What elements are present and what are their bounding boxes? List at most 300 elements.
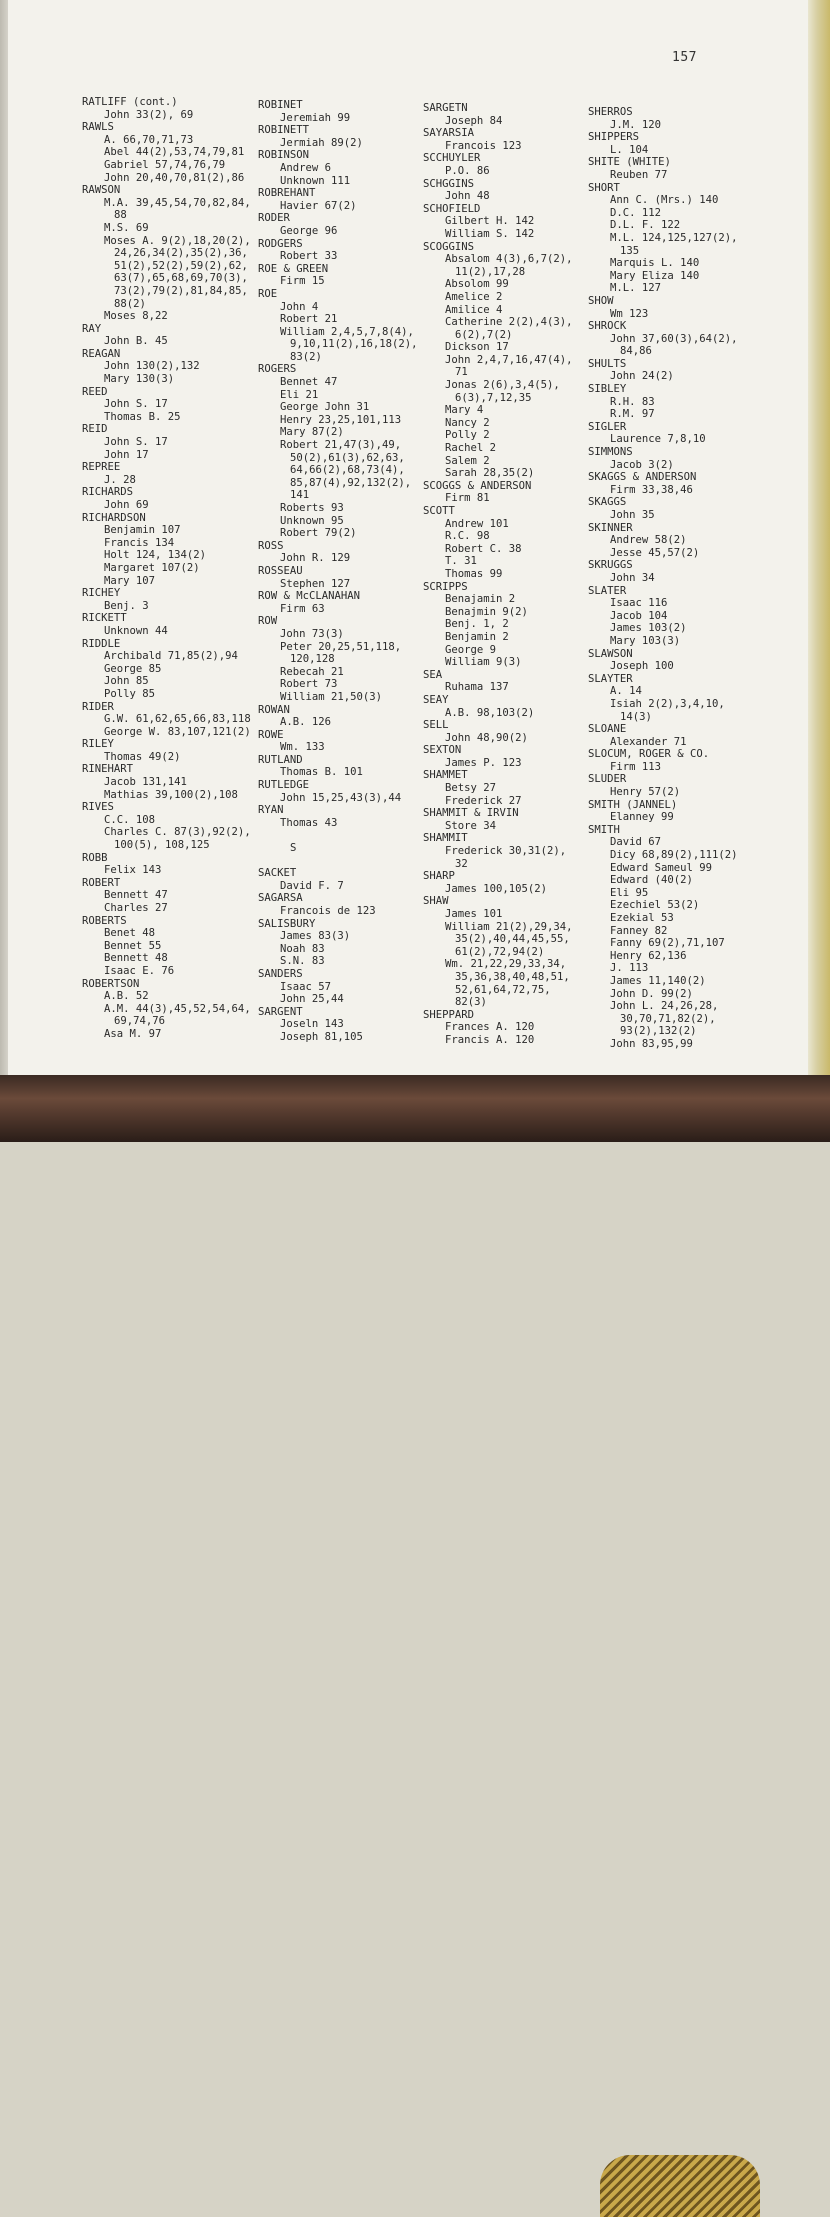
index-entry: Bennet 55: [104, 939, 162, 952]
index-entry-continued: 120,128: [290, 653, 335, 666]
index-surname: SELL: [423, 719, 449, 732]
index-entry: Reuben 77: [610, 168, 668, 181]
index-entry: John 33(2), 69: [104, 108, 194, 121]
index-surname: SCOTT: [423, 505, 455, 517]
index-surname: RAWSON: [82, 184, 121, 197]
index-entry: James 101: [445, 908, 503, 920]
index-entry-continued: 11(2),17,28: [455, 265, 526, 278]
index-entry: John 48: [445, 190, 490, 203]
index-entry: Bennett 47: [104, 889, 168, 902]
index-entry: A. 14: [610, 685, 642, 698]
index-entry: Sarah 28,35(2): [445, 467, 535, 480]
index-entry: Elanney 99: [610, 811, 674, 824]
index-surname: SACKET: [258, 867, 297, 880]
index-surname: SEA: [423, 668, 443, 681]
index-entry: Frederick 27: [445, 794, 522, 807]
index-entry: Thomas B. 101: [280, 766, 363, 779]
index-entry: M.L. 127: [610, 282, 662, 295]
index-entry: David F. 7: [280, 879, 344, 892]
index-entry: Benjamin 107: [104, 524, 181, 537]
index-entry-continued: 61(2),72,94(2): [455, 945, 545, 958]
index-surname: RODGERS: [258, 237, 303, 250]
index-entry: Marquis L. 140: [610, 257, 700, 270]
index-entry: John 83,95,99: [610, 1037, 693, 1050]
index-entry: Eli 95: [610, 886, 649, 899]
index-surname: ROE: [258, 287, 278, 300]
index-entry: John 35: [610, 509, 655, 521]
spacer: [258, 855, 418, 868]
index-entry: C.C. 108: [104, 813, 156, 826]
index-surname: RIDDLE: [82, 637, 121, 650]
index-entry: J. 113: [610, 962, 649, 975]
index-surname: ROBINSON: [258, 149, 310, 162]
index-surname: SHAMMIT: [423, 832, 468, 845]
index-entry: Mary 103(3): [610, 634, 681, 647]
index-entry: Felix 143: [104, 864, 162, 877]
index-entry: Eli 21: [280, 388, 319, 401]
index-surname: SLAYTER: [588, 672, 633, 685]
index-entry: John 85: [104, 675, 149, 688]
index-entry: Moses A. 9(2),18,20(2),: [104, 234, 251, 247]
index-entry: Absolom 99: [445, 278, 509, 291]
index-surname: ROWAN: [258, 703, 290, 716]
index-entry-continued: 51(2),52(2),59(2),62,: [114, 259, 248, 272]
index-entry-continued: 6(3),7,12,35: [455, 391, 532, 404]
index-entry: George W. 83,107,121(2): [104, 725, 251, 738]
index-entry: Mary 107: [104, 574, 156, 587]
index-entry: Benajamin 2: [445, 593, 516, 606]
index-entry-continued: 69,74,76: [114, 1015, 166, 1028]
index-entry-continued: 64,66(2),68,73(4),: [290, 464, 405, 477]
index-surname: SKAGGS & ANDERSON: [588, 471, 697, 484]
index-surname: ROW: [258, 615, 278, 628]
index-entry: George 9: [445, 643, 497, 656]
index-entry: Andrew 6: [280, 161, 332, 174]
index-entry-continued: 88: [114, 209, 127, 222]
index-entry: G.W. 61,62,65,66,83,118: [104, 713, 251, 726]
index-surname: SLAWSON: [588, 647, 633, 660]
index-entry: Jeremiah 99: [280, 111, 351, 124]
index-entry: Henry 57(2): [610, 786, 681, 799]
index-surname: SHERROS: [588, 106, 633, 118]
index-entry-continued: 84,86: [620, 345, 652, 358]
index-surname: SKAGGS: [588, 496, 627, 509]
index-column-4: [588, 106, 738, 1051]
page-number: 157: [672, 50, 697, 65]
index-entry: Thomas 49(2): [104, 750, 181, 763]
index-entry: John 73(3): [280, 627, 344, 640]
index-entry: John 17: [104, 448, 149, 461]
index-surname: RIVES: [82, 801, 114, 814]
index-entry: Isiah 2(2),3,4,10,: [610, 697, 725, 710]
index-entry: Edward Sameul 99: [610, 861, 713, 874]
index-entry: Unknown 95: [280, 514, 344, 527]
index-entry: Robert C. 38: [445, 542, 522, 555]
index-surname: RODER: [258, 212, 290, 225]
index-entry: Jacob 3(2): [610, 458, 674, 471]
index-surname: ROBINET: [258, 99, 303, 111]
index-entry: Noah 83: [280, 942, 325, 955]
index-surname: SHAW: [423, 895, 449, 908]
index-entry: Frances A. 120: [445, 1021, 535, 1034]
index-entry-continued: 52,61,64,72,75,: [455, 983, 551, 996]
index-surname: REID: [82, 423, 108, 436]
index-entry: Catherine 2(2),4(3),: [445, 316, 573, 329]
index-entry: John 4: [280, 300, 319, 313]
index-surname: SCOGGS & ANDERSON: [423, 479, 532, 492]
index-entry: John 20,40,70,81(2),86: [104, 171, 245, 184]
index-surname: ROBREHANT: [258, 187, 316, 200]
index-entry: John 2,4,7,16,47(4),: [445, 353, 573, 366]
index-entry: R.M. 97: [610, 408, 655, 421]
index-entry: John S. 17: [104, 398, 168, 411]
index-entry: Andrew 101: [445, 517, 509, 530]
index-surname: SARGENT: [258, 1005, 303, 1018]
index-entry-continued: 50(2),61(3),62,63,: [290, 451, 405, 464]
index-entry: S.N. 83: [280, 955, 325, 968]
index-surname: SHROCK: [588, 320, 627, 333]
index-entry: John 24(2): [610, 370, 674, 383]
index-entry: A.M. 44(3),45,52,54,64,: [104, 1002, 251, 1015]
index-surname: SHITE (WHITE): [588, 156, 671, 169]
index-entry: Peter 20,25,51,118,: [280, 640, 402, 653]
index-surname: ROBERTS: [82, 914, 127, 927]
index-entry: Benet 48: [104, 927, 156, 940]
index-surname: SIBLEY: [588, 383, 627, 396]
index-entry: Benjamin 2: [445, 630, 509, 643]
index-entry: Isaac E. 76: [104, 964, 175, 977]
index-entry: Stephen 127: [280, 577, 351, 590]
index-entry-continued: 141: [290, 489, 310, 502]
index-surname: ROSS: [258, 539, 284, 552]
index-surname: ROGERS: [258, 363, 297, 376]
index-entry: John 37,60(3),64(2),: [610, 332, 738, 345]
index-entry: George 96: [280, 224, 338, 237]
index-column-1: [82, 96, 251, 1041]
index-entry: Rachel 2: [445, 442, 497, 455]
index-surname: RICHARDSON: [82, 511, 146, 524]
index-entry-continued: 88(2): [114, 297, 146, 310]
index-entry: Amilice 4: [445, 303, 503, 316]
index-surname: SCHOFIELD: [423, 202, 481, 215]
index-entry: Margaret 107(2): [104, 561, 200, 574]
index-surname: RUTLEDGE: [258, 779, 310, 792]
index-entry: Asa M. 97: [104, 1027, 162, 1040]
index-surname: RUTLAND: [258, 753, 303, 766]
index-entry: Ruhama 137: [445, 681, 509, 694]
index-entry: Robert 21,47(3),49,: [280, 439, 402, 452]
index-surname: ROE & GREEN: [258, 262, 329, 275]
index-entry: Dickson 17: [445, 341, 509, 354]
index-entry: Gilbert H. 142: [445, 215, 535, 228]
index-entry: James P. 123: [445, 756, 522, 769]
index-surname: SHEPPARD: [423, 1008, 475, 1021]
index-entry-continued: 82(3): [455, 996, 487, 1009]
gold-bracelet-image: [600, 2155, 760, 2217]
index-entry: Dicy 68,89(2),111(2): [610, 849, 738, 862]
index-surname: SMITH (JANNEL): [588, 798, 678, 811]
index-entry: Ezekial 53: [610, 912, 674, 924]
index-entry: Isaac 57: [280, 980, 332, 993]
background-bottom: [0, 1075, 830, 1142]
index-surname: SKRUGGS: [588, 559, 633, 572]
index-entry: John 25,44: [280, 993, 344, 1006]
index-surname: SCRIPPS: [423, 580, 468, 593]
index-surname: ROW & McCLANAHAN: [258, 590, 361, 603]
index-entry: John R. 129: [280, 552, 351, 565]
index-entry: M.S. 69: [104, 221, 149, 234]
index-entry: Jonas 2(6),3,4(5),: [445, 379, 560, 392]
index-surname: RIDER: [82, 700, 114, 713]
index-entry-continued: 63(7),65,68,69,70(3),: [114, 272, 248, 285]
index-surname: SLOCUM, ROGER & CO.: [588, 748, 710, 761]
index-entry: R.C. 98: [445, 530, 490, 543]
index-surname: SHAMMIT & IRVIN: [423, 807, 519, 820]
index-surname: REED: [82, 385, 108, 398]
page-edge: [808, 0, 830, 1075]
index-entry: Firm 81: [445, 492, 490, 505]
index-entry: Jermiah 89(2): [280, 136, 363, 149]
index-entry: D.L. F. 122: [610, 219, 681, 232]
index-entry: William S. 142: [445, 227, 535, 240]
index-entry-continued: 35,36,38,40,48,51,: [455, 970, 570, 983]
index-entry: Gabriel 57,74,76,79: [104, 158, 226, 171]
index-entry-continued: 35(2),40,44,45,55,: [455, 933, 570, 946]
index-entry: Benajmin 9(2): [445, 605, 528, 618]
index-entry-continued: 71: [455, 366, 468, 379]
index-entry: Salem 2: [445, 454, 490, 467]
index-entry: J. 28: [104, 473, 136, 486]
index-entry: Charles C. 87(3),92(2),: [104, 826, 251, 839]
index-entry: Joseph 81,105: [280, 1030, 363, 1043]
index-surname: ROBERTSON: [82, 977, 140, 990]
index-surname: REPREE: [82, 461, 121, 474]
index-entry: Firm 113: [610, 760, 662, 773]
index-entry: Mary Eliza 140: [610, 269, 700, 282]
index-entry: Robert 73: [280, 678, 338, 691]
index-entry: A. 66,70,71,73: [104, 133, 194, 146]
index-entry: James 11,140(2): [610, 974, 706, 987]
index-entry: John D. 99(2): [610, 987, 693, 1000]
index-entry: Polly 2: [445, 429, 490, 442]
index-entry: Wm. 21,22,29,33,34,: [445, 958, 567, 971]
index-entry: Mary 87(2): [280, 426, 344, 439]
index-entry: Laurence 7,8,10: [610, 433, 706, 446]
index-surname: SAGARSA: [258, 892, 303, 905]
index-entry: Frederick 30,31(2),: [445, 845, 567, 858]
index-surname: SHIPPERS: [588, 131, 640, 144]
index-entry: Fanney 82: [610, 924, 668, 937]
index-entry: John 34: [610, 571, 655, 584]
index-entry: A.B. 98,103(2): [445, 706, 535, 719]
index-entry: M.L. 124,125,127(2),: [610, 231, 738, 244]
index-surname: ROWE: [258, 728, 284, 741]
index-entry: Nancy 2: [445, 416, 490, 429]
index-entry: Firm 33,38,46: [610, 483, 693, 496]
index-entry-continued: 6(2),7(2): [455, 328, 513, 341]
index-entry: George 85: [104, 662, 162, 675]
index-surname: RICHARDS: [82, 486, 134, 499]
index-surname: SLOANE: [588, 723, 627, 736]
index-surname: ROSSEAU: [258, 564, 303, 577]
index-entry: Absalom 4(3),6,7(2),: [445, 253, 573, 266]
index-entry: Betsy 27: [445, 782, 497, 795]
index-entry: R.H. 83: [610, 395, 655, 408]
index-entry: A.B. 126: [280, 716, 332, 729]
index-entry: Francois 123: [445, 139, 522, 152]
index-surname: SAYARSIA: [423, 127, 475, 140]
index-surname: SANDERS: [258, 967, 303, 980]
index-entry: Ann C. (Mrs.) 140: [610, 194, 719, 207]
index-surname: RAWLS: [82, 121, 114, 134]
index-surname: RICHEY: [82, 587, 121, 600]
index-column-2: [258, 99, 418, 1044]
index-entry: Jacob 104: [610, 609, 668, 622]
index-entry: Wm. 133: [280, 741, 325, 754]
index-surname: SHOW: [588, 294, 614, 307]
index-surname: ROBB: [82, 851, 108, 864]
index-entry-continued: 135: [620, 244, 640, 257]
index-entry: Unknown 44: [104, 624, 168, 637]
index-surname: RATLIFF (cont.): [82, 96, 178, 108]
index-surname: SKINNER: [588, 521, 633, 534]
index-entry: Andrew 58(2): [610, 534, 687, 547]
index-entry-continued: 100(5), 108,125: [114, 839, 210, 852]
index-entry: L. 104: [610, 143, 649, 156]
index-entry: Edward (40(2): [610, 874, 693, 887]
index-entry: Benj. 3: [104, 599, 149, 612]
index-entry: Robert 21: [280, 313, 338, 326]
index-entry: David 67: [610, 836, 662, 849]
index-entry: Rebecah 21: [280, 665, 344, 678]
index-entry: P.O. 86: [445, 164, 490, 177]
index-entry: Henry 23,25,101,113: [280, 413, 402, 426]
index-surname: RILEY: [82, 738, 114, 751]
index-entry: James 100,105(2): [445, 882, 548, 895]
index-surname: SHARP: [423, 870, 455, 883]
index-surname: REAGAN: [82, 347, 121, 360]
index-entry-continued: 14(3): [620, 710, 652, 723]
index-entry: Holt 124, 134(2): [104, 549, 207, 562]
index-surname: SALISBURY: [258, 917, 316, 930]
index-entry: Bennett 48: [104, 952, 168, 965]
index-entry: William 2,4,5,7,8(4),: [280, 325, 414, 338]
index-entry: Havier 67(2): [280, 199, 357, 212]
index-surname: SEXTON: [423, 744, 462, 757]
index-entry: Abel 44(2),53,74,79,81: [104, 146, 245, 159]
index-entry: Store 34: [445, 819, 497, 832]
index-entry: Mary 130(3): [104, 373, 175, 386]
section-letter: S: [290, 842, 297, 855]
index-entry: John 48,90(2): [445, 731, 528, 744]
index-entry: Unknown 111: [280, 174, 351, 187]
index-entry: Fanny 69(2),71,107: [610, 937, 725, 950]
index-entry: Polly 85: [104, 687, 156, 700]
index-entry: Archibald 71,85(2),94: [104, 650, 238, 663]
index-entry: John 15,25,43(3),44: [280, 791, 402, 804]
index-surname: RYAN: [258, 804, 284, 817]
index-surname: SLUDER: [588, 773, 627, 786]
index-entry-continued: 30,70,71,82(2),: [620, 1012, 716, 1025]
index-entry: Jesse 45,57(2): [610, 546, 700, 559]
index-entry-continued: 83(2): [290, 350, 322, 363]
index-entry: John 69: [104, 499, 149, 511]
index-surname: SEAY: [423, 693, 449, 706]
index-entry: Robert 33: [280, 250, 338, 263]
index-entry: Wm 123: [610, 307, 649, 320]
index-surname: RICKETT: [82, 612, 127, 625]
index-entry-continued: 85,87(4),92,132(2),: [290, 476, 412, 489]
index-entry: T. 31: [445, 555, 477, 568]
index-entry: Ezechiel 53(2): [610, 899, 700, 912]
index-entry: Henry 62,136: [610, 949, 687, 962]
index-surname: SARGETN: [423, 102, 468, 114]
index-surname: RINEHART: [82, 763, 134, 776]
index-entry: Joseln 143: [280, 1018, 344, 1031]
index-entry: Amelice 2: [445, 290, 503, 303]
index-entry: M.A. 39,45,54,70,82,84,: [104, 196, 251, 209]
index-entry-continued: 24,26,34(2),35(2),36,: [114, 247, 248, 260]
index-entry: Mathias 39,100(2),108: [104, 788, 238, 801]
index-entry-continued: 73(2),79(2),81,84,85,: [114, 284, 248, 297]
index-entry: John L. 24,26,28,: [610, 1000, 719, 1013]
index-entry: Thomas 43: [280, 816, 338, 829]
index-surname: SCHGGINS: [423, 177, 475, 190]
index-surname: ROBINETT: [258, 124, 310, 137]
index-surname: SHULTS: [588, 357, 627, 370]
index-entry: James 103(2): [610, 622, 687, 635]
index-entry: William 21(2),29,34,: [445, 920, 573, 933]
index-entry: John S. 17: [104, 436, 168, 449]
index-entry: Bennet 47: [280, 376, 338, 389]
index-entry: William 9(3): [445, 656, 522, 669]
index-entry: Roberts 93: [280, 502, 344, 514]
index-entry: Francis 134: [104, 536, 175, 549]
index-entry: John B. 45: [104, 335, 168, 348]
index-surname: SMITH: [588, 823, 620, 836]
index-surname: SHAMMET: [423, 769, 468, 782]
index-entry: James 83(3): [280, 930, 351, 943]
index-entry: William 21,50(3): [280, 690, 383, 703]
index-entry: Mary 4: [445, 404, 484, 417]
index-entry: Benj. 1, 2: [445, 618, 509, 631]
index-surname: SIMMONS: [588, 446, 633, 459]
index-entry: Joseph 100: [610, 660, 674, 673]
index-entry: Charles 27: [104, 902, 168, 914]
index-surname: SHORT: [588, 181, 620, 194]
index-entry: Robert 79(2): [280, 527, 357, 540]
index-surname: SIGLER: [588, 420, 627, 433]
index-surname: SCCHUYLER: [423, 152, 481, 165]
index-entry: Thomas 99: [445, 567, 503, 580]
index-entry: D.C. 112: [610, 206, 662, 219]
index-entry: Alexander 71: [610, 735, 687, 748]
index-entry: Isaac 116: [610, 597, 668, 610]
index-entry: Jacob 131,141: [104, 776, 187, 789]
index-entry: John 130(2),132: [104, 360, 200, 373]
index-surname: ROBERT: [82, 876, 121, 889]
index-entry: Firm 63: [280, 602, 325, 615]
index-entry: Moses 8,22: [104, 310, 168, 323]
index-surname: SLATER: [588, 584, 627, 597]
index-entry: Thomas B. 25: [104, 410, 181, 423]
index-entry-continued: 93(2),132(2): [620, 1025, 697, 1038]
index-entry: Francis A. 120: [445, 1033, 535, 1046]
spacer: [258, 829, 418, 842]
index-entry-continued: 9,10,11(2),16,18(2),: [290, 338, 418, 351]
index-entry: Joseph 84: [445, 114, 503, 127]
index-surname: RAY: [82, 322, 102, 335]
